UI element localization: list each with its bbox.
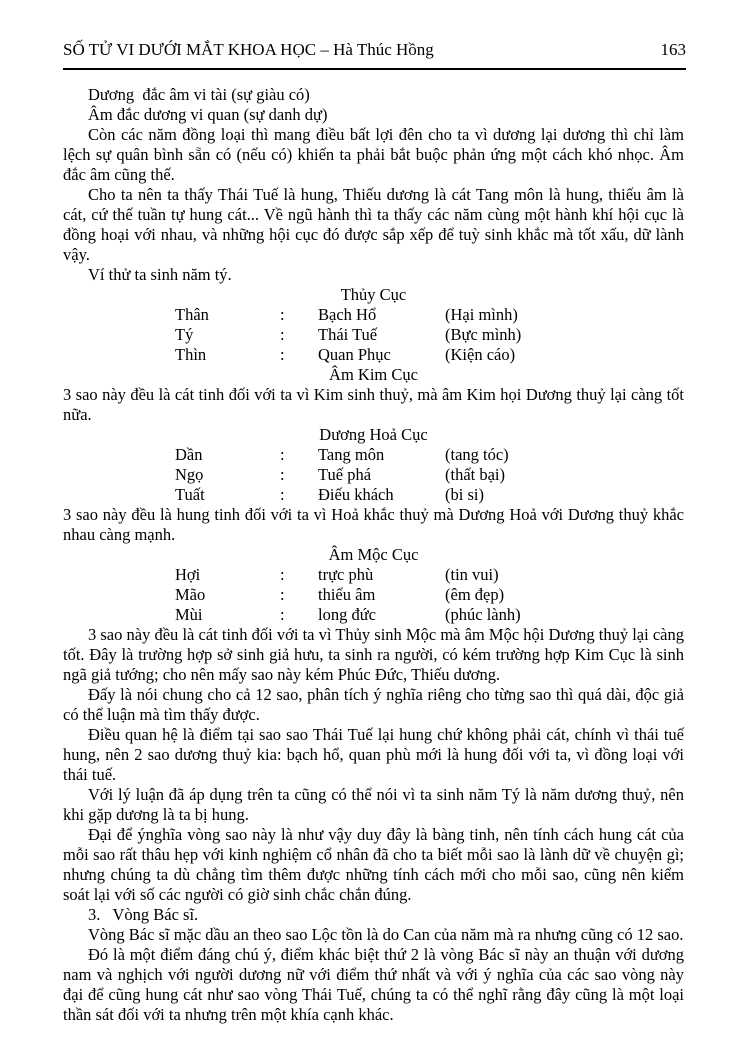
star-cell: Tang môn: [318, 445, 385, 464]
branch-cell: Ngọ: [175, 465, 204, 484]
paragraph: Dương đắc âm vi tài (sự giàu có): [88, 85, 310, 104]
star-cell: Tuế phá: [318, 465, 372, 484]
header-rule: [63, 68, 686, 70]
paragraph: Với lý luận đã áp dụng trên ta cũng có thể nói vì ta sinh năm Tý là năm dương thuỷ, nên khi gặp dương là ta bị hung.: [63, 785, 684, 824]
paragraph: Ví thử ta sinh năm tý.: [88, 265, 232, 284]
branch-cell: Thìn: [175, 345, 207, 364]
paragraph: Vòng Bác sĩ mặc dầu an theo sao Lộc tồn là do Can của năm mà ra nhưng cũng có 12 sao.: [88, 925, 684, 944]
branch-cell: Dần: [175, 445, 203, 464]
colon-separator: :: [280, 465, 285, 484]
colon-separator: :: [280, 345, 285, 364]
table-row: [63, 605, 684, 625]
colon-separator: :: [280, 605, 285, 624]
section-heading: Dương Hoả Cục: [319, 425, 428, 444]
branch-cell: Hợi: [175, 565, 201, 584]
table-row: [63, 325, 684, 345]
star-cell: Quan Phục: [318, 345, 391, 364]
paragraph: Đó là một điểm đáng chú ý, điểm khác biệt thứ 2 là vòng Bác sĩ này an thuận với dương nam và nghịch với người dương nữ với điểm thứ nhất và với ý nghĩa của các sao vòng này đại để cũng hung cát như sao vòng Thái Tuế, chúng ta có thể nghĩ rằng đây cũng là một loại thần sát đối với ta nhưng trên một khía cạnh khác.: [63, 945, 684, 1024]
meaning-cell: (thất bại): [445, 465, 506, 484]
colon-separator: :: [280, 325, 285, 344]
branch-cell: Tý: [175, 325, 194, 344]
paragraph: 3 sao này đều là hung tinh đối với ta vì Hoả khắc thuỷ mà Dương Hoả với Dương thuỷ khắc nhau càng mạnh.: [63, 505, 684, 544]
section-heading: Thủy Cục: [340, 285, 407, 304]
paragraph: 3 sao này đều là cát tinh đối với ta vì Thủy sinh Mộc mà âm Mộc hội Dương thuỷ lại càng tốt. Đây là trường hợp sở sinh giả hưu, ta sinh ra người, có kém trường hợp Kim Cục là sinh ngã giả tướng; cho nên mấy sao này kém Phúc Đức, Thiếu dương.: [63, 625, 684, 684]
paragraph: Âm đắc dương vi quan (sự danh dự): [88, 105, 328, 124]
meaning-cell: (Kiện cáo): [445, 345, 516, 364]
table-row: [63, 445, 684, 465]
star-cell: long đức: [318, 605, 376, 624]
paragraph: Điều quan hệ là điểm tại sao sao Thái Tuế lại hung chứ không phải cát, chính vì thái tuế hung, nên 2 sao dương thuỷ kia: bạch hổ, quan phù mới là hung đối với ta, vì đồng loại với thái tuế.: [63, 725, 684, 784]
page-header: [63, 40, 686, 60]
colon-separator: :: [280, 305, 285, 324]
paragraph: Cho ta nên ta thấy Thái Tuế là hung, Thiếu dương là cát Tang môn là hung, thiếu âm là cát, cứ thế tuần tự hung cát... Về ngũ hành thì ta thấy các năm cùng một hành khí hội cục là đồng hoại với nhau, và những hội cục đó được sắp xếp để tuỳ sinh khắc mà tốt xấu, dữ lành vậy.: [63, 185, 684, 264]
meaning-cell: (tin vui): [445, 565, 499, 584]
table-row: [63, 345, 684, 365]
paragraph: Đại để ýnghĩa vòng sao này là như vậy duy đây là bàng tinh, nên tính cách hung cát của mỗi sao rất thâu hẹp với kinh nghiệm cổ nhân đã cho ta biết mỗi sao là lành dữ về chuyện gì; nhưng chúng ta dù chẳng tìm thêm được những tính cách mới cho mỗi sao, cũng nên kiểm soát lại với số các người có giờ sinh chắc chắn đúng.: [63, 825, 684, 904]
meaning-cell: (êm đẹp): [445, 585, 505, 604]
star-cell: Thái Tuế: [318, 325, 378, 344]
star-cell: Bạch Hổ: [318, 305, 377, 324]
page-number: 163: [660, 40, 686, 59]
table-row: [63, 585, 684, 605]
paragraph: Đấy là nói chung cho cả 12 sao, phân tích ý nghĩa riêng cho từng sao thì quá dài, độc giả có thể luận mà tìm thấy được.: [63, 685, 684, 724]
running-title: SỐ TỬ VI DƯỚI MẮT KHOA HỌC – Hà Thúc Hồng: [63, 40, 434, 59]
star-cell: Điếu khách: [318, 485, 394, 504]
colon-separator: :: [280, 565, 285, 584]
colon-separator: :: [280, 485, 285, 504]
paragraph: 3 sao này đều là cát tinh đối với ta vì Kim sinh thuỷ, mà âm Kim họi Dương thuỷ lại càng tốt nữa.: [63, 385, 684, 424]
colon-separator: :: [280, 445, 285, 464]
page-body: [63, 85, 684, 1025]
meaning-cell: (phúc lành): [445, 605, 521, 624]
meaning-cell: (bi si): [445, 485, 484, 504]
section-heading: Âm Kim Cục: [329, 365, 418, 384]
meaning-cell: (Hại mình): [445, 305, 518, 324]
branch-cell: Thân: [175, 305, 209, 324]
meaning-cell: (tang tóc): [445, 445, 509, 464]
meaning-cell: (Bực mình): [445, 325, 522, 344]
table-row: [63, 565, 684, 585]
paragraph: 3. Vòng Bác sĩ.: [88, 905, 199, 924]
star-cell: thiếu âm: [318, 585, 376, 604]
paragraph: Còn các năm đồng loại thì mang điều bất lợi đên cho ta vì dương lại dương thì chỉ làm lệch sự quân bình sẵn có (nếu có) khiến ta phải bắt buộc phản ứng một cách khó nhọc. Âm đắc âm cũng thế.: [63, 125, 684, 184]
table-row: [63, 465, 684, 485]
table-row: [63, 305, 684, 325]
star-cell: trực phù: [318, 565, 374, 584]
section-heading: Âm Mộc Cục: [328, 545, 419, 564]
table-row: [63, 485, 684, 505]
colon-separator: :: [280, 585, 285, 604]
branch-cell: Mão: [175, 585, 206, 604]
branch-cell: Tuất: [175, 485, 205, 504]
branch-cell: Mùi: [175, 605, 203, 624]
